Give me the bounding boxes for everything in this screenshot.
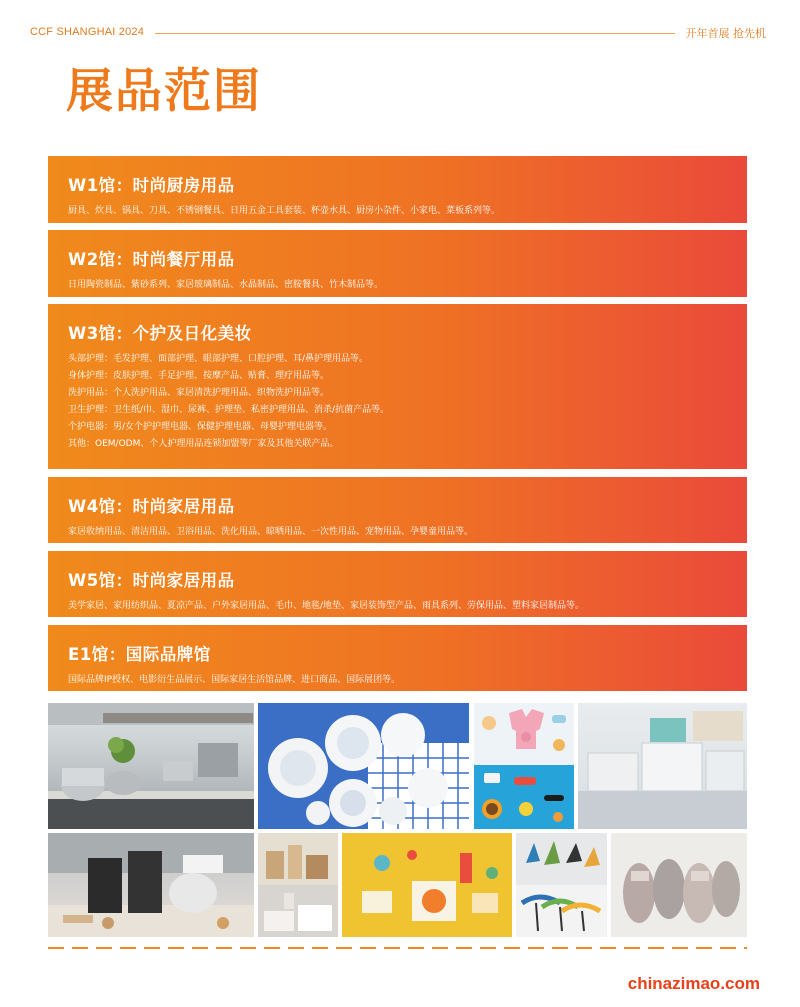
- pavilion-desc: 日用陶瓷制品、紫砂系列、家居玻璃制品、水晶制品、密胺餐具、竹木制品等。: [68, 280, 384, 290]
- watermark: chinazimao.com: [627, 974, 760, 993]
- slippers-photo: [611, 833, 747, 937]
- pavilion-w4: [48, 477, 747, 543]
- pavilion-title: W3馆：个护及日化美妆: [68, 324, 252, 343]
- pavilion-desc-line: 卫生护理：卫生纸/巾、湿巾、尿裤、护理垫、私密护理用品、消杀/抗菌产品等。: [68, 405, 390, 415]
- tableware-plates-photo: [258, 703, 469, 829]
- pavilion-desc: 厨具、炊具、锅具、刀具、不锈钢餐具、日用五金工具套装、杯壶水具、厨房小杂件、小家电、菜板系列等。: [68, 206, 501, 216]
- baby-clothing-photo: [474, 703, 574, 765]
- pavilion-title: W5馆：时尚家居用品: [68, 571, 235, 590]
- woven-baskets-photo: [258, 833, 338, 885]
- umbrellas-photo: [516, 885, 607, 937]
- pavilion-desc-line: 洗护用品：个人洗护用品、家居清洗护理用品、织物洗护用品等。: [68, 388, 330, 398]
- pavilion-desc-line: 头部护理：毛发护理、面部护理、眼部护理、口腔护理、耳/鼻护理用品等。: [68, 354, 369, 364]
- pavilion-desc: 家居收纳用品、清洁用品、卫浴用品、洗化用品、晾晒用品、一次性用品、宠物用品、孕婴童用品等。: [68, 527, 474, 537]
- header-event-name: CCF SHANGHAI 2024: [30, 26, 145, 38]
- pavilion-w1: [48, 156, 747, 223]
- header-slogan: 开年首展 抢先机: [685, 27, 766, 40]
- pavilion-desc-lines: [68, 351, 389, 453]
- storage-boxes-photo: [578, 703, 747, 829]
- pavilion-desc: 国际品牌IP授权、电影衍生品展示、国际家居生活馆品牌、进口商品、国际展团等。: [68, 675, 401, 685]
- pavilion-w3: [48, 304, 747, 469]
- pavilion-desc-line: 其他：OEM/ODM、个人护理用品连锁加盟等厂家及其他关联产品。: [68, 439, 339, 449]
- pavilion-title: W1馆：时尚厨房用品: [68, 176, 235, 195]
- pavilion-title: E1馆：国际品牌馆: [68, 645, 211, 664]
- brand-ip-products-photo: [342, 833, 512, 937]
- pavilion-w2: [48, 230, 747, 297]
- pavilion-desc-line: 身体护理：皮肤护理、手足护理、按摩产品、贴膏、理疗用品等。: [68, 371, 330, 381]
- kitchen-appliances-photo: [48, 833, 254, 937]
- pavilion-desc: 美学家居、家用纺织品、夏凉产品、户外家居用品、毛巾、地毯/地垫、家居装饰型产品、雨具系列、劳保用品、塑料家居制品等。: [68, 601, 585, 611]
- pavilion-title: W4馆：时尚家居用品: [68, 497, 235, 516]
- work-gloves-photo: [516, 833, 607, 885]
- bottom-dashed-divider: [48, 947, 747, 949]
- page-title: 展品范围: [66, 64, 262, 119]
- pavilion-title: W2馆：时尚餐厅用品: [68, 250, 235, 269]
- towels-photo: [258, 885, 338, 937]
- pavilion-e1: [48, 625, 747, 691]
- pavilion-desc-line: 个护电器：男/女个护护理电器、保健护理电器、母婴护理电器等。: [68, 422, 333, 432]
- header-divider: [155, 33, 675, 34]
- pavilion-w5: [48, 551, 747, 617]
- pet-supplies-photo: [474, 765, 574, 829]
- kitchen-cookware-photo: [48, 703, 254, 829]
